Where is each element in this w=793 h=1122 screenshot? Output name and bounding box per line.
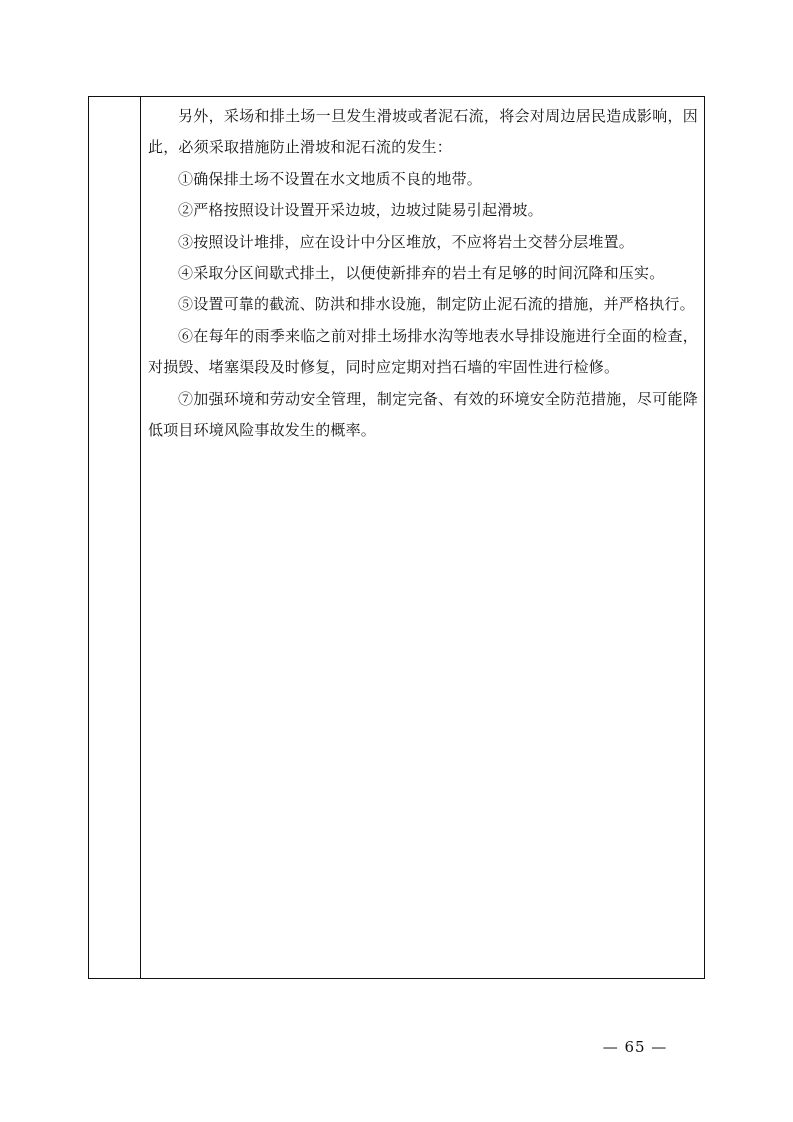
paragraph-measure-1: ①确保排土场不设置在水文地质不良的地带。 — [178, 169, 483, 188]
paragraph-measure-2: ②严格按照设计设置开采边坡，边坡过陡易引起滑坡。 — [178, 201, 543, 220]
paragraph-intro: 另外，采场和排土场一旦发生滑坡或者泥石流，将会对周边居民造成影响，因此，必须采取措施防止滑坡和泥石流的发生： — [148, 107, 698, 157]
paragraph-measure-3: ③按照设计堆排，应在设计中分区堆放，不应将岩土交替分层堆置。 — [178, 232, 635, 251]
table-left-column — [89, 97, 141, 978]
paragraph-measure-4: ④采取分区间歇式排土，以便使新排弃的岩土有足够的时间沉降和压实。 — [178, 264, 665, 283]
table-content-cell — [142, 97, 704, 978]
paragraph-measure-5: ⑤设置可靠的截流、防洪和排水设施，制定防止泥石流的措施，并严格执行。 — [178, 295, 695, 314]
paragraph-measure-6: ⑥在每年的雨季来临之前对排土场排水沟等地表水导排设施进行全面的检查，对损毁、堵塞渠段及时修复，同时应定期对挡石墙的牢固性进行检修。 — [148, 326, 698, 377]
paragraph-measure-7: ⑦加强环境和劳动安全管理，制定完备、有效的环境安全防范措施，尽可能降低项目环境风险事故发生的概率。 — [148, 389, 698, 440]
table-frame — [88, 96, 705, 979]
page-number: — 65 — — [602, 1038, 668, 1056]
